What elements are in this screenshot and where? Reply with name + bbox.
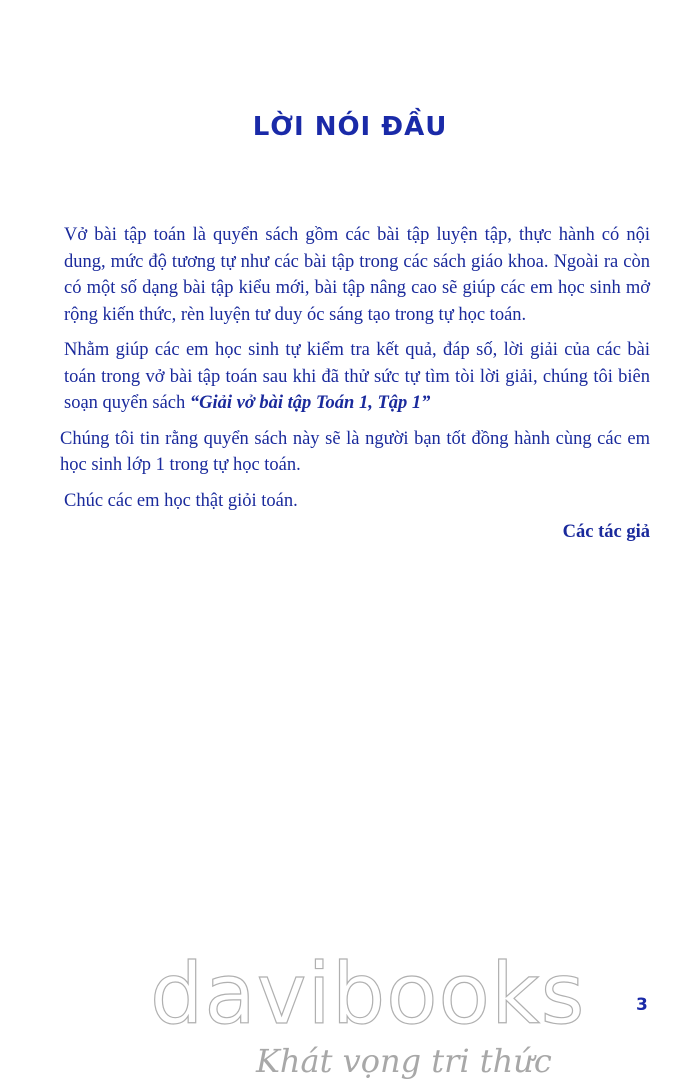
preface-paragraph-2-text: Nhằm giúp các em học sinh tự kiểm tra kết quả, đáp số, lời giải của các bài toán trong vở bài tập toán sau khi đã thử sức tự tìm tòi lời giải, chúng tôi biên soạn quyển sách	[64, 340, 650, 413]
author-signature: Các tác giả	[562, 522, 650, 542]
watermark	[150, 945, 586, 1087]
watermark-brand: davibooks	[150, 945, 586, 1043]
page-number: 3	[636, 995, 648, 1015]
page-title: LỜI NÓI ĐẦU	[252, 112, 448, 142]
watermark-slogan: Khát vọng tri thức	[256, 1042, 552, 1080]
preface-body	[60, 222, 650, 523]
preface-paragraph-2	[64, 337, 650, 417]
preface-paragraph-1: Vở bài tập toán là quyển sách gồm các bài tập luyện tập, thực hành có nội dung, mức độ tương tự như các bài tập trong các sách giáo khoa. Ngoài ra còn có một số dạng bài tập kiểu mới, bài tập nâng cao sẽ giúp các em học sinh mở rộng kiến thức, rèn luyện tư duy óc sáng tạo trong tự học toán.	[64, 225, 650, 325]
preface-paragraph-3: Chúng tôi tin rằng quyển sách này sẽ là người bạn tốt đồng hành cùng các em học sinh lớp 1 trong tự học toán.	[60, 428, 650, 475]
preface-paragraph-4: Chúc các em học thật giỏi toán.	[64, 490, 298, 511]
book-title: “Giải vở bài tập Toán 1, Tập 1”	[189, 393, 431, 413]
